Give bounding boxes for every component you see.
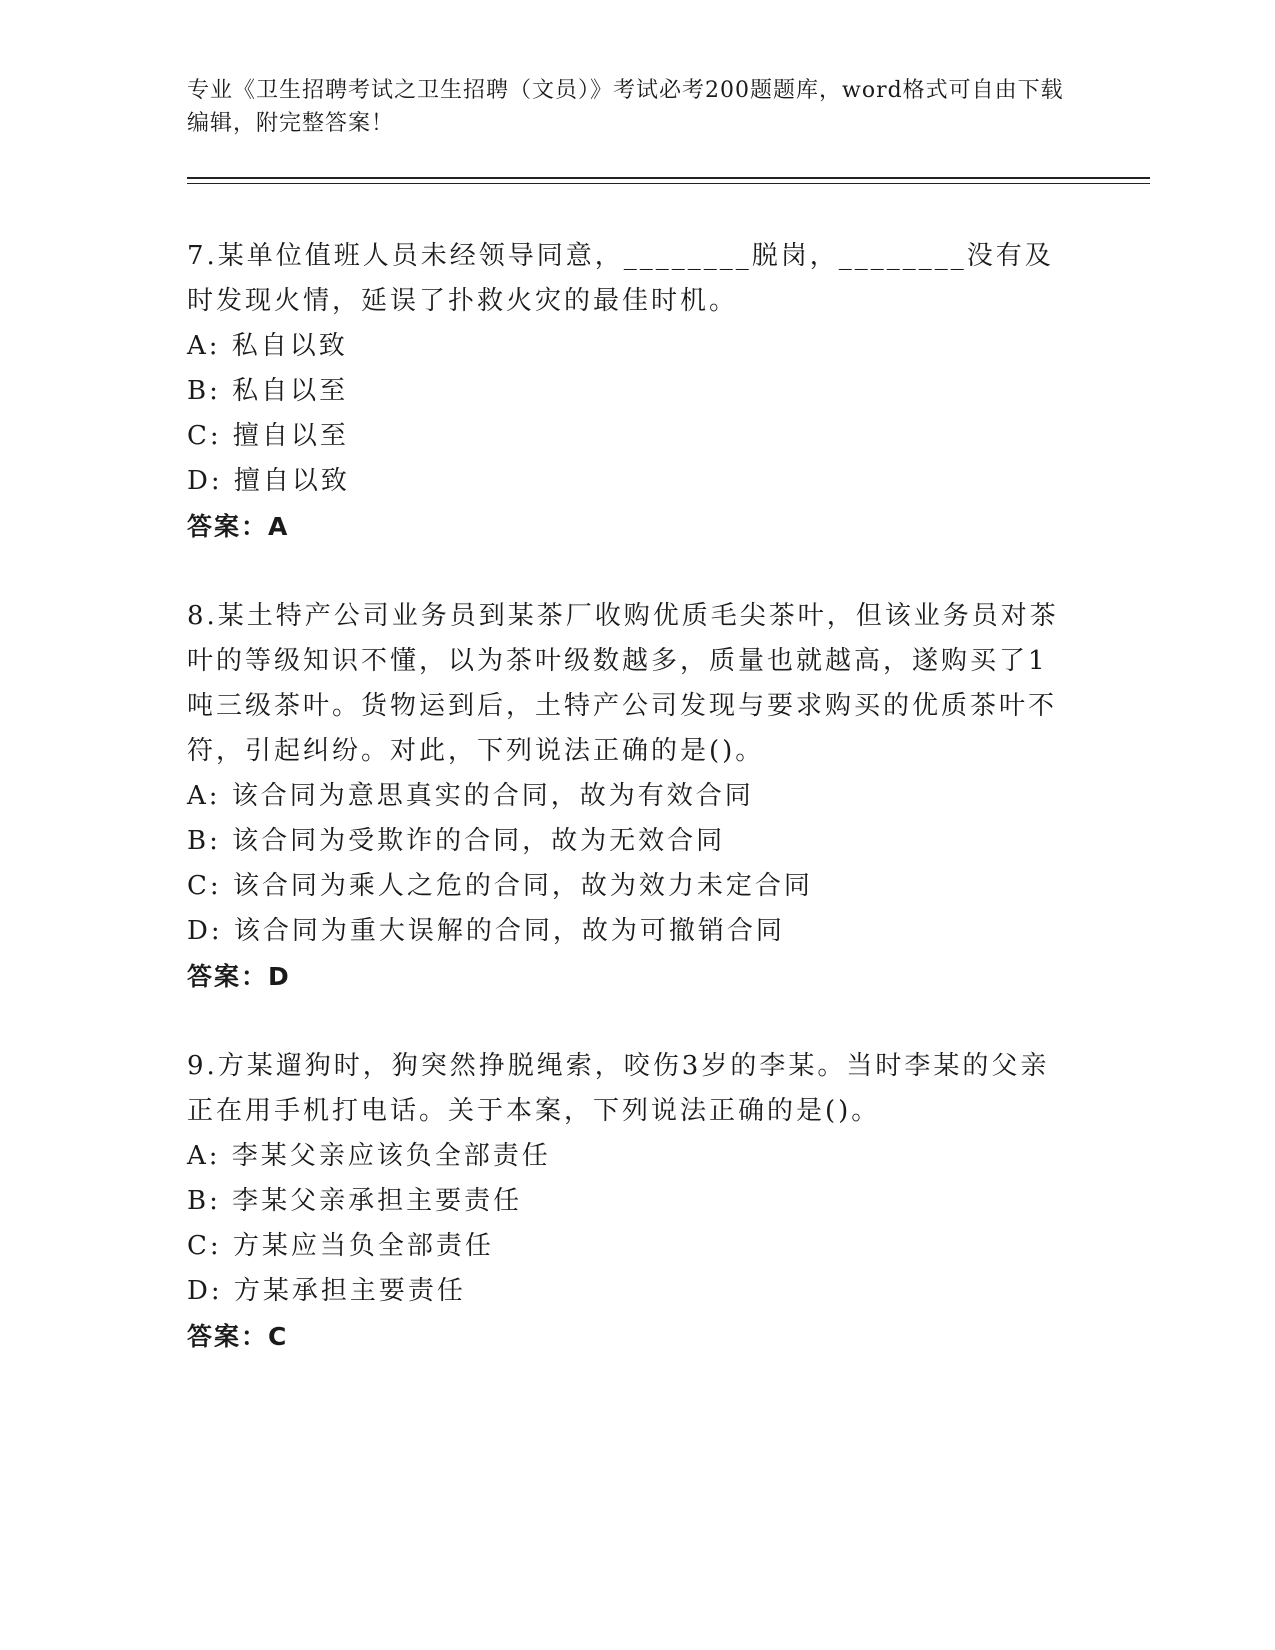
question-stem: 7.某单位值班人员未经领导同意，________脱岗，________没有及时发现火情，延误了扑救火灾的最佳时机。 (187, 241, 1054, 316)
option-c: C: 擅自以至 (187, 421, 349, 451)
option-a: A: 李某父亲应该负全部责任 (187, 1141, 551, 1171)
option-b: B: 私自以至 (187, 376, 349, 406)
option-d: D: 该合同为重大误解的合同，故为可撤销合同 (187, 916, 785, 946)
answer-line: 答案：C (187, 1322, 289, 1351)
option-a: A: 该合同为意思真实的合同，故为有效合同 (187, 781, 754, 811)
option-b: B: 该合同为受欺诈的合同，故为无效合同 (187, 826, 726, 856)
header-divider-thick (187, 177, 1150, 179)
question-7 (187, 234, 1067, 549)
option-c: C: 该合同为乘人之危的合同，故为效力未定合同 (187, 871, 813, 901)
option-b: B: 李某父亲承担主要责任 (187, 1186, 523, 1216)
option-d: D: 擅自以致 (187, 466, 350, 496)
option-a: A: 私自以致 (187, 331, 348, 361)
option-d: D: 方某承担主要责任 (187, 1276, 466, 1306)
document-header (187, 74, 1067, 140)
option-c: C: 方某应当负全部责任 (187, 1231, 494, 1261)
header-divider-thin (187, 183, 1150, 184)
question-stem: 9.方某遛狗时，狗突然挣脱绳索，咬伤3岁的李某。当时李某的父亲正在用手机打电话。关于本案，下列说法正确的是()。 (187, 1051, 1050, 1126)
answer-line: 答案：D (187, 962, 291, 991)
question-9 (187, 1044, 1067, 1359)
question-8 (187, 594, 1067, 999)
header-intro-text: 专业《卫生招聘考试之卫生招聘（文员）》考试必考200题题库，word格式可自由下载编辑，附完整答案！ (187, 78, 1064, 136)
answer-line: 答案：A (187, 512, 290, 541)
question-stem: 8.某土特产公司业务员到某茶厂收购优质毛尖茶叶，但该业务员对茶叶的等级知识不懂，以为茶叶级数越多，质量也就越高，遂购买了1吨三级茶叶。货物运到后，土特产公司发现与要求购买的优质茶叶不符，引起纠纷。对此，下列说法正确的是()。 (187, 601, 1059, 766)
